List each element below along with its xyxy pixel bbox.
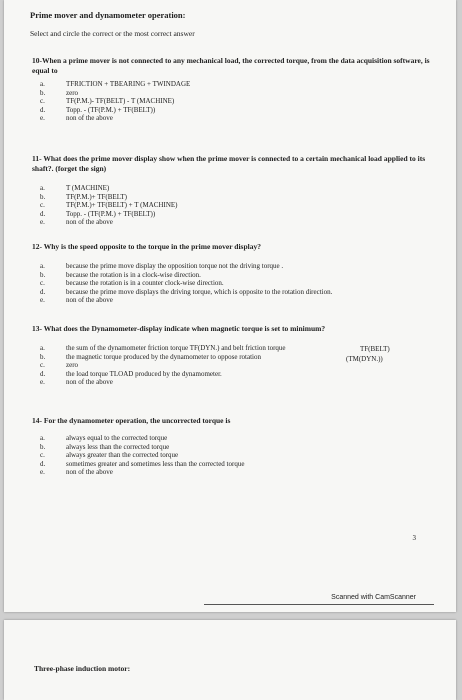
option-e[interactable]: e. non of the above: [40, 468, 113, 477]
option-c[interactable]: c. TF(P.M.)+ TF(BELT) + T (MACHINE): [40, 201, 178, 210]
option-a[interactable]: a. always equal to the corrected torque: [40, 434, 168, 442]
question-13-options: [40, 344, 286, 387]
option-d[interactable]: d. the load torque TLOAD produced by the dynamometer.: [40, 369, 222, 378]
option-a[interactable]: a. T (MACHINE): [40, 184, 110, 192]
option-d[interactable]: d. Topp. - (TF(P.M.) + TF(BELT)): [40, 209, 156, 218]
option-a[interactable]: a. TFRICTION + TBEARING + TWINDAGE: [40, 80, 191, 88]
note-magnetic-torque: (TM(DYN.)): [346, 355, 383, 363]
stamp-divider: [204, 604, 434, 605]
section-title: Prime mover and dynamometer operation:: [30, 10, 186, 20]
note-belt-friction: TF(BELT): [360, 345, 390, 353]
option-c[interactable]: c. always greater than the corrected torque: [40, 451, 179, 460]
question-10: 10-When a prime mover is not connected to any mechanical load, the corrected torque, from the data acquisition software, is equal to: [32, 56, 430, 75]
option-e[interactable]: e. non of the above: [40, 378, 113, 387]
question-12-options: [40, 262, 332, 305]
document-page-4: [4, 620, 456, 700]
question-11: 11- What does the prime mover display show when the prime mover is connected to a certain mechanical load applied to its shaft?. (forget the sign): [32, 154, 426, 173]
option-b[interactable]: b. TF(P.M.)+ TF(BELT): [40, 192, 127, 201]
option-b[interactable]: b. the magnetic torque produced by the dynamometer to oppose rotation: [40, 352, 261, 361]
option-d[interactable]: d. because the prime move displays the driving torque, which is opposite to the rotation direction.: [40, 287, 333, 296]
option-c[interactable]: c. zero: [40, 361, 79, 370]
question-13: 13- What does the Dynamometer-display indicate when magnetic torque is set to minimum?: [32, 324, 326, 333]
option-d[interactable]: d. sometimes greater and sometimes less than the corrected torque: [40, 459, 245, 468]
question-11-options: [40, 184, 177, 227]
scanner-stamp: Scanned with CamScanner: [331, 594, 416, 601]
option-e[interactable]: e. non of the above: [40, 218, 113, 227]
document-page-3: [4, 0, 456, 612]
option-b[interactable]: b. because the rotation is in a clock-wise direction.: [40, 270, 201, 279]
option-a[interactable]: a. because the prime move display the opposition torque not the driving torque .: [40, 262, 284, 270]
instruction-text: Select and circle the correct or the most correct answer: [30, 29, 195, 38]
question-14-options: [40, 434, 244, 477]
next-section-title: Three-phase induction motor:: [34, 664, 131, 673]
question-14: 14- For the dynamometer operation, the uncorrected torque is: [32, 416, 231, 425]
option-a[interactable]: a. the sum of the dynamometer friction torque TF(DYN.) and belt friction torque: [40, 344, 286, 352]
option-c[interactable]: c. TF(P.M.)- TF(BELT) - T (MACHINE): [40, 97, 175, 106]
option-b[interactable]: b. always less than the corrected torque: [40, 442, 170, 451]
option-e[interactable]: e. non of the above: [40, 296, 113, 305]
question-10-options: [40, 80, 190, 123]
option-e[interactable]: e. non of the above: [40, 114, 113, 123]
question-12: 12- Why is the speed opposite to the torque in the prime mover display?: [32, 242, 261, 251]
page-number: 3: [412, 534, 416, 542]
option-b[interactable]: b. zero: [40, 88, 79, 97]
option-d[interactable]: d. Topp. - (TF(P.M.) + TF(BELT)): [40, 105, 156, 114]
option-c[interactable]: c. because the rotation is in a counter clock-wise direction.: [40, 279, 224, 288]
